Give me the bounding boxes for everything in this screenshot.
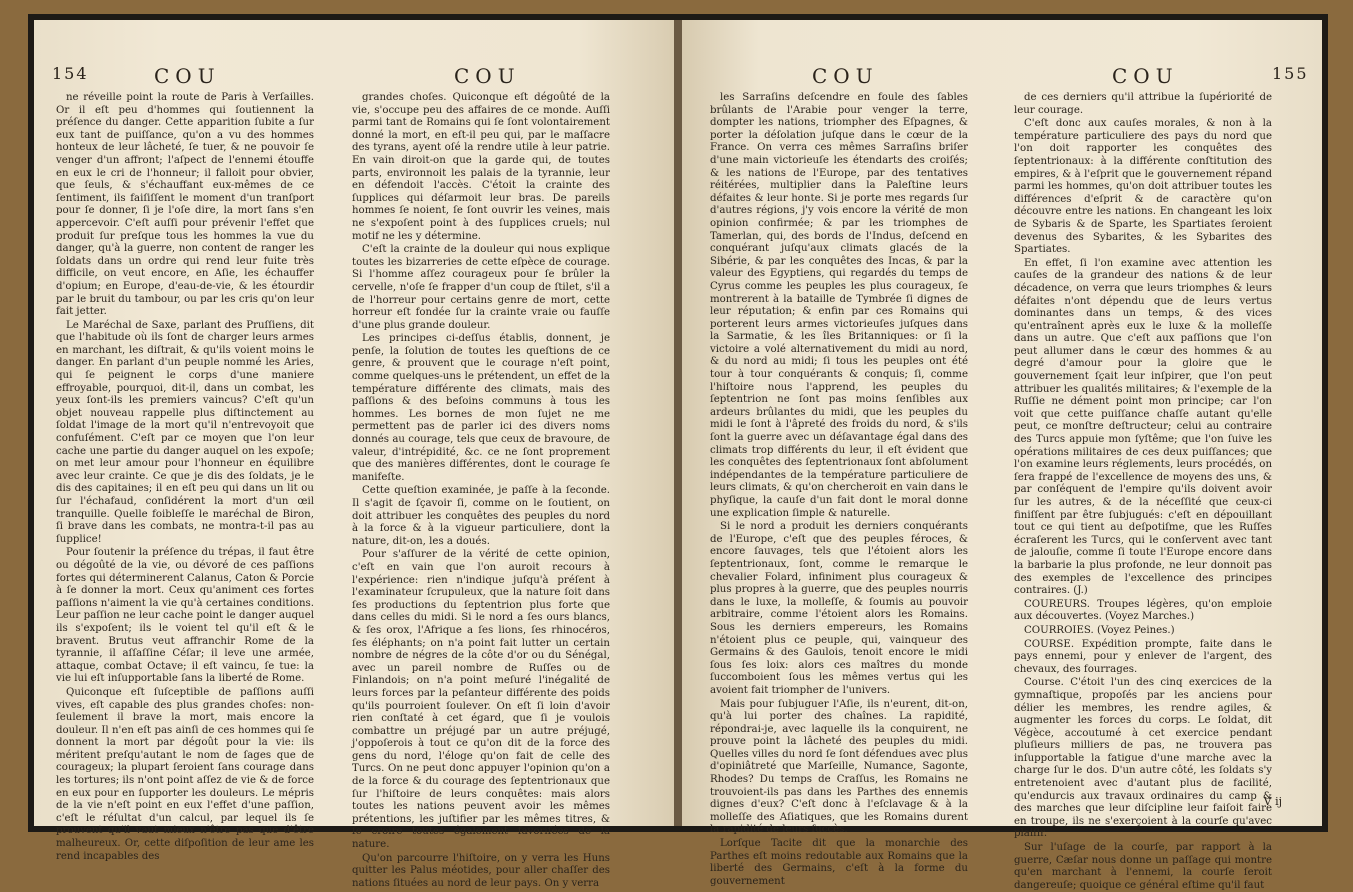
text-column	[56, 92, 314, 862]
running-head: COU	[454, 64, 521, 88]
running-head: COU	[1112, 64, 1179, 88]
paragraph: Qu'on parcourre l'hiſtoire, on y verra les Huns quitter les Palus méotides, pour aller chaſſer des nations ſituées au nord de leur pays. On y verra	[352, 852, 610, 889]
signature-mark: V ij	[1263, 795, 1282, 808]
paragraph: grandes choſes. Quiconque eſt dégoûté de la vie, s'occupe peu des affaires de ce monde. Auſſi parmi tant de Romains qui ſe ſont volontairement donné la mort, en eſt-il peu qui, par le maſſacre des tyrans, ayent oſé la rendre utile à leur patrie. En vain diroit-on que la garde qui, de toutes parts, environnoit les palais de la tyrannie, leur en défendoit l'accès. C'étoit la crainte des ſupplices qui déſarmoit leur bras. De pareils hommes ſe noient, ſe ſont ouvrir les veines, mais ne s'expoſent point à des ſupplices cruels; nul motif ne les y détermine.	[352, 92, 610, 242]
text-column	[710, 92, 968, 887]
page-number: 154	[52, 64, 89, 83]
book-spread	[28, 14, 1328, 891]
paragraph: Course. C'étoit l'un des cinq exercices de la gymnaſtique, propoſés par les anciens pour délier les membres, les rendre agiles, & augmenter les forces du corps. Le ſoldat, dit Végèce, accoutumé à cet exercice pendant pluſieurs milliers de pas, ne trouvera pas inſupportable la fatigue d'une marche avec la charge ſur le dos. D'un autre côté, les ſoldats s'y entretenoient avec d'autant plus de facilité, qu'endurcis aux travaux ordinaires du camp & des marches que leur diſcipline leur faiſoit faire en troupe, ils ne s'exerçoient à la courſe qu'avec plaiſir.	[1014, 677, 1272, 840]
running-head: COU	[812, 64, 879, 88]
page-number: 155	[1272, 64, 1309, 83]
paragraph: les Sarraſins deſcendre en foule des ſables brûlants de l'Arabie pour venger la terre, dompter les nations, triompher des Eſpagnes, & porter la déſolation juſque dans le cœur de la France. On verra ces mêmes Sarraſins briſer d'une main victorieuſe les étendarts des croiſés; & les nations de l'Europe, par des tentatives réitérées, multiplier dans la Paleſtine leurs défaites & leur honte. Si je porte mes regards ſur d'autres régions, j'y vois encore la vérité de mon opinion confirmée; & par les triomphes de Tamerlan, qui, des bords de l'Indus, deſcend en conquérant juſqu'aux climats glacés de la Sibérie, & par les conquêtes des Incas, & par la valeur des Egyptiens, qui regardés du temps de Cyrus comme les peuples les plus courageux, ſe montrerent à la bataille de Tymbrée ſi dignes de leur réputation; & enfin par ces Romains qui porterent leurs armes victorieuſes juſques dans la Sarmatie, & les îles Britanniques: or ſi la victoire a volé alternativement du midi au nord, & du nord au midi; ſi tous les peuples ont été tour à tour conquérants & conquis; ſi, comme l'hiſtoire nous l'apprend, les peuples du ſeptentrion ne ſont pas moins ſenſibles aux ardeurs brûlantes du midi, que les peuples du midi le ſont à l'âpreté des froids du nord, & s'ils ſont la guerre avec un déſavantage égal dans des climats trop différents du leur, il eſt évident que les conquêtes des ſeptentrionaux ſont abſolument indépendantes de la température particuliere de leurs climats, & qu'on chercheroit en vain dans le phyſique, la cauſe d'un fait dont le moral donne une explication ſimple & naturelle.	[710, 92, 968, 519]
paragraph: Sur l'uſage de la courſe, par rapport à la guerre, Cæſar nous donne un paſſage qui montre qu'en marchant à l'ennemi, la courſe ſeroit dangereuſe; quoique ce général eſtime qu'il faut	[1014, 842, 1272, 891]
paragraph: En effet, ſi l'on examine avec attention les cauſes de la grandeur des nations & de leur décadence, on verra que leurs triomphes & leurs défaites n'ont dépendu que de leurs vertus dominantes dans un temps, & des vices qu'entraînent après eux le luxe & la molleſſe dans un autre. Que c'eſt aux paſſions que l'on peut allumer dans le cœur des hommes & au degré d'amour pour la gloire que le gouvernement ſçait leur inſpirer, que l'on peut attribuer les qualités militaires; & l'exemple de la Ruſſie ne dément point mon principe; car l'on voit que cette puiſſance chaſſe autant qu'elle peut, ce monſtre deſtructeur; celui au contraire des Turcs appuie mon ſyſtême; que l'on ſuive les opérations militaires de ces deux puiſſances; que l'on examine leurs réglements, leurs procédés, on ſera frappé de l'excellence de moyens des uns, & par conſéquent de l'empire qu'ils doivent avoir ſur les autres, & de la néceſſité que ceux-ci finiſſent par être ſubjugués: c'eſt en dépouillant tout ce qui tient au deſpotiſme, que les Ruſſes écraſerent les Turcs, qui le conſervent avec tant de jalouſie, comme ſi toute l'Europe encore dans la barbarie la plus profonde, ne leur donnoit pas des exemples de l'excellence des principes contraires. (J.)	[1014, 257, 1272, 597]
paragraph: Quiconque eſt ſuſceptible de paſſions auſſi vives, eſt capable des plus grandes choſes: non-ſeulement il brave la mort, mais encore la douleur. Il n'en eſt pas ainſi de ces hommes qui ſe donnent la mort par dégoût pour la vie: ils méritent preſqu'autant le nom de ſages que de courageux; la plupart ſeroient ſans courage dans les tortures; ils n'ont point aſſez de vie & de force en eux pour en ſupporter les douleurs. Le mépris de la vie n'eſt point en eux l'effet d'une paſſion, c'eſt le réſultat d'un calcul, par lequel ils ſe prouvent qu'il vaut mieux n'être pas que d'être malheureux. Or, cette diſpoſition de leur ame les rend incapables des	[56, 686, 314, 862]
book-gutter	[674, 20, 682, 826]
right-page	[682, 20, 1322, 891]
paragraph: C'eſt donc aux cauſes morales, & non à la température particuliere des pays du nord que l'on doit rapporter les conquêtes des ſeptentrionaux: à la différente conſtitution des empires, & à l'eſprit que le gouvernement répand parmi les hommes, qu'on doit attribuer toutes les différences d'eſprit & de caractère qu'on découvre entre les nations. En changeant les loix de Sybaris & de Sparte, les Spartiates ſeroient devenus des Sybarites, & les Sybarites des Spartiates.	[1014, 118, 1272, 256]
paragraph: de ces derniers qu'il attribue la ſupériorité de leur courage.	[1014, 92, 1272, 116]
paragraph: ne réveille point la route de Paris à Verſailles. Or il eſt peu d'hommes qui ſoutiennent la préſence du danger. Cette apparition ſubite a ſur eux tant de puiſſance, qu'on a vu des hommes honteux de leur lâcheté, ſe tuer, & ne pouvoir ſe venger d'un affront; l'aſpect de l'ennemi étouffe en eux le cri de l'honneur; il falloit pour obvier, que ſeuls, & s'échauffant eux-mêmes de ce ſentiment, ils faiſiſſent le moment d'un tranſport pour ſe donner, ſi je l'oſe dire, la mort ſans s'en appercevoir. C'eſt auſſi pour prévenir l'effet que produit ſur preſque tous les hommes la vue du danger, qu'à la guerre, non content de ranger les ſoldats dans un ordre qui rend leur fuite très difficile, on veut encore, en Aſie, les échauffer d'opium; en Europe, d'eau-de-vie, & les étourdir par le bruit du tambour, ou par les cris qu'on leur fait jetter.	[56, 92, 314, 318]
paragraph: Cette queſtion examinée, je paſſe à la ſeconde. Il s'agit de ſçavoir ſi, comme on le ſoutient, on doit attribuer les conquêtes des peuples du nord à la force & à la vigueur particuliere, dont la nature, dit-on, les a doués.	[352, 485, 610, 547]
paragraph: Le Maréchal de Saxe, parlant des Pruſſiens, dit que l'habitude où ils ſont de charger leurs armes en marchant, les diſtrait, & qu'ils voient moins le danger. En parlant d'un peuple nommé les Aries, qui ſe peignent le corps d'une maniere effroyable, pourquoi, dit-il, dans un combat, les yeux ſont-ils les premiers vaincus? C'eſt qu'un objet nouveau rappelle plus diſtinctement au ſoldat l'image de la mort qu'il n'entrevoyoit que confuſément. C'eſt par ce moyen que l'on leur cache une partie du danger auquel on les expoſe; on met leur amour pour l'honneur en équilibre avec leur crainte. Ce que je dis des ſoldats, je le dis des capitaines; il en eſt peu qui dans un lit ou ſur l'échafaud, conſidérent la mort d'un œil tranquille. Quelle foibleſſe le maréchal de Biron, ſi brave dans les combats, ne montra-t-il pas au ſupplice!	[56, 319, 314, 545]
text-column	[1014, 92, 1272, 891]
paragraph: Pour ſoutenir la préſence du trépas, il faut être ou dégoûté de la vie, ou dévoré de ces paſſions fortes qui déterminerent Calanus, Caton & Porcie à ſe donner la mort. Ceux qu'animent ces fortes paſſions n'aiment la vie qu'à certaines conditions. Leur paſſion ne leur cache point le danger auquel ils s'expoſent; ils le voient tel qu'il eſt & le bravent. Brutus veut affranchir Rome de la tyrannie, il aſſaſſine Céſar; il leve une armée, attaque, combat Octave; il eſt vaincu, ſe tue: la vie lui eſt inſupportable ſans la liberté de Rome.	[56, 547, 314, 685]
paragraph: Pour s'aſſurer de la vérité de cette opinion, c'eſt en vain que l'on auroit recours à l'expérience: rien n'indique juſqu'à préſent à l'examinateur ſcrupuleux, que la nature ſoit dans ſes productions du ſeptentrion plus forte que dans celles du midi. Si le nord a ſes ours blancs, & ſes orox, l'Afrique a ſes lions, ſes rhinocéros, ſes éléphants; on n'a point fait lutter un certain nombre de négres de la côte d'or ou du Sénégal, avec un pareil nombre de Ruſſes ou de Finlandois; on n'a point meſuré l'inégalité de leurs forces par la peſanteur différente des poids qu'ils pourroient ſoulever. On eſt ſi loin d'avoir rien conſtaté à cet égard, que ſi je voulois combattre un préjugé par un autre préjugé, j'oppoſerois à tout ce qu'on dit de la force des gens du nord, l'éloge qu'on fait de celle des Turcs. On ne peut donc appuyer l'opinion qu'on a de la force & du courage des ſeptentrionaux que ſur l'hiſtoire de leurs conquêtes: mais alors toutes les nations peuvent avoir les mêmes prétentions, les juſtifier par les mêmes titres, & ſe croire toutes également favoriſées de la nature.	[352, 549, 610, 851]
paragraph: C'eſt la crainte de la douleur qui nous explique toutes les bizarreries de cette eſpèce de courage. Si l'homme aſſez courageux pour ſe brûler la cervelle, n'oſe ſe frapper d'un coup de ſtilet, s'il a de l'horreur pour certains genre de mort, cette horreur eſt fondée ſur la crainte vraie ou fauſſe d'une plus grande douleur.	[352, 244, 610, 331]
paragraph: COUREURS. Troupes légères, qu'on emploie aux découvertes. (Voyez Marches.)	[1014, 598, 1272, 623]
paragraph: Les principes ci-deſſus établis, donnent, je penſe, la ſolution de toutes les queſtions de ce genre, & prouvent que le courage n'eſt point, comme quelques-uns le prétendent, un effet de la température différente des climats, mais des paſſions & des beſoins communs à tous les hommes. Les bornes de mon ſujet ne me permettent pas de parler ici des divers noms donnés au courage, tels que ceux de bravoure, de valeur, d'intrépidité, &c. ce ne ſont proprement que des manières différentes, dont le courage ſe manifeſte.	[352, 333, 610, 483]
paragraph: COURROIES. (Voyez Peines.)	[1024, 624, 1175, 636]
text-column	[352, 92, 610, 889]
paragraph: Mais pour ſubjuguer l'Aſie, ils n'eurent, dit-on, qu'à lui porter des chaînes. La rapidité, répondrai-je, avec laquelle ils la conquirent, ne prouve point la lâcheté des peuples du midi. Quelles villes du nord ſe ſont défendues avec plus d'opiniâtreté que Marſeille, Numance, Sagonte, Rhodes? Du temps de Craſſus, les Romains ne trouvoient-ils pas dans les Parthes des ennemis dignes d'eux? C'eſt donc à l'eſclavage & à la molleſſe des Aſiatiques, que les Romains durent la rapidité de leurs ſuccès.	[710, 698, 968, 836]
paragraph: Si le nord a produit les derniers conquérants de l'Europe, c'eſt que des peuples féroces, & encore ſauvages, tels que l'étoient alors les ſeptentrionaux, ſont, comme le remarque le chevalier Folard, infiniment plus courageux & plus propres à la guerre, que des peuples nourris dans le luxe, la molleſſe, & ſoumis au pouvoir arbitraire, comme l'étoient alors les Romains. Sous les derniers empereurs, les Romains n'étoient plus ce peuple, qui, vainqueur des Germains & des Gaulois, tenoit encore le midi ſous ſes loix: alors ces maîtres du monde ſuccomboient ſous les mêmes vertus qui les avoient fait triompher de l'univers.	[710, 521, 968, 696]
paragraph: Lorſque Tacite dit que la monarchie des Parthes eſt moins redoutable aux Romains que la liberté des Germains, c'eſt à la forme du gouvernement	[710, 838, 968, 887]
running-head: COU	[154, 64, 221, 88]
paragraph: COURSE. Expédition prompte, faite dans le pays ennemi, pour y enlever de l'argent, des chevaux, des fourrages.	[1014, 638, 1272, 675]
left-page	[34, 20, 674, 889]
